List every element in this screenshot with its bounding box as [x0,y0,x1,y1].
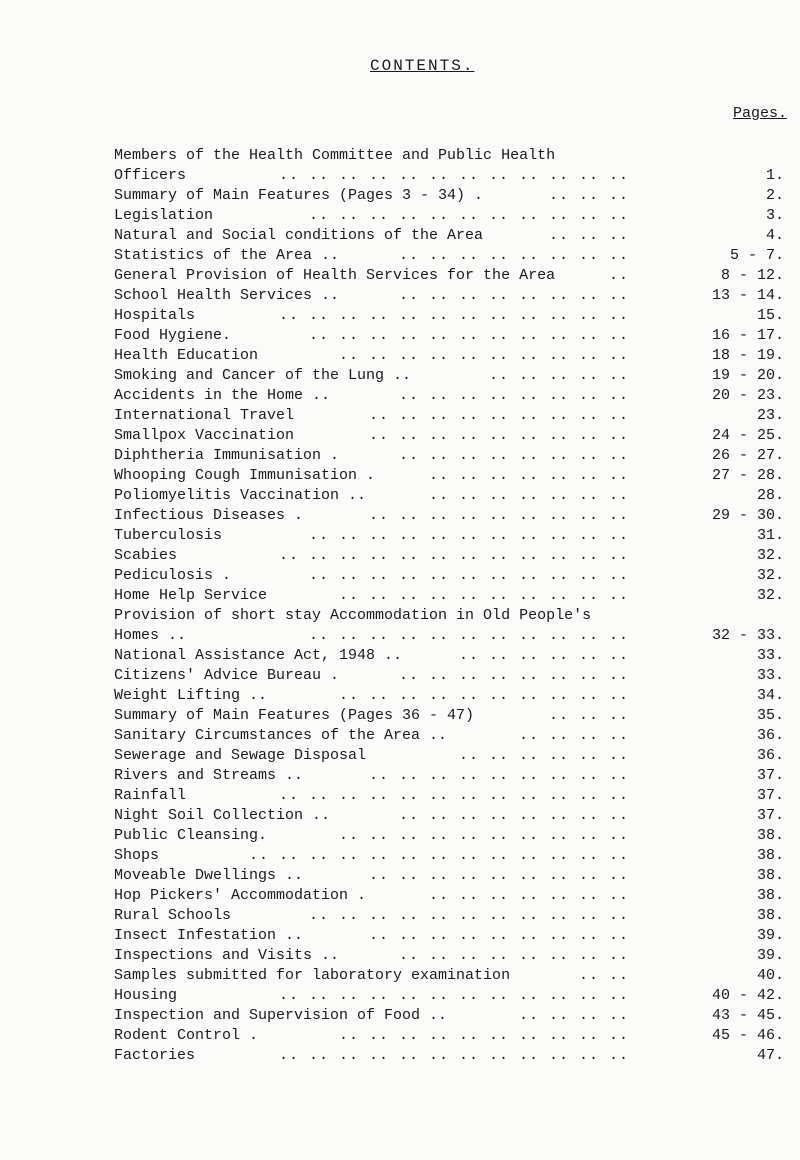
toc-entry [114,666,784,686]
toc-entry-leader: .. .. .. .. .. .. .. .. [398,447,629,464]
toc-entry [114,1026,784,1046]
toc-entry-leader: .. .. .. .. .. .. .. .. .. [368,767,629,784]
toc-entry-label: Officers [114,167,187,184]
toc-entry [114,226,784,246]
toc-entry [114,606,784,626]
toc-entry-label: Public Cleansing. [114,827,268,844]
toc-entry-label: Sanitary Circumstances of the Area .. [114,727,448,744]
pages-column-header: Pages. [733,105,788,122]
toc-entry-leader: .. .. .. .. .. .. .. .. .. .. .. .. [278,307,629,324]
toc-entry-leader: .. .. .. .. .. [488,367,629,384]
toc-entry-pages: 33. [756,667,784,684]
toc-entry-label: Homes .. [114,627,187,644]
toc-entry [114,466,784,486]
toc-entry-leader: .. .. .. .. .. .. .. .. [398,287,629,304]
toc-entry-label: Whooping Cough Immunisation . [114,467,376,484]
toc-entry-label: Diphtheria Immunisation . [114,447,340,464]
toc-entry-label: School Health Services .. [114,287,340,304]
toc-entry [114,646,784,666]
toc-entry-pages: 43 - 45. [711,1007,784,1024]
toc-entry-pages: 4. [765,227,784,244]
toc-entry-leader: .. .. .. .. .. .. .. [428,887,629,904]
toc-entry-pages: 31. [756,527,784,544]
toc-entry [114,206,784,226]
toc-entry-pages: 1. [765,167,784,184]
toc-entry-leader: .. .. .. .. .. .. .. .. .. .. .. [308,207,629,224]
toc-entry-pages: 34. [756,687,784,704]
toc-entry-leader: .. .. .. .. .. .. .. .. .. .. .. .. .. [248,847,629,864]
toc-entry-pages: 13 - 14. [711,287,784,304]
toc-entry-pages: 29 - 30. [711,507,784,524]
toc-entry-label: Housing [114,987,178,1004]
toc-entry-label: Rainfall [114,787,187,804]
toc-entry-leader: .. .. .. .. .. .. .. .. .. [368,407,629,424]
toc-entry-leader: .. .. .. [548,227,629,244]
toc-entry-leader: .. .. .. .. [518,1007,629,1024]
toc-entry [114,806,784,826]
toc-entry-label: Night Soil Collection .. [114,807,331,824]
toc-entry [114,246,784,266]
toc-entry-pages: 38. [756,887,784,904]
toc-entry-pages: 32. [756,547,784,564]
toc-entry-leader: .. .. .. .. .. .. .. .. .. .. .. .. [278,547,629,564]
toc-entry [114,566,784,586]
toc-entry-label: Poliomyelitis Vaccination .. [114,487,367,504]
toc-entry-label: Rodent Control . [114,1027,259,1044]
toc-entry-pages: 16 - 17. [711,327,784,344]
toc-entry-pages: 27 - 28. [711,467,784,484]
toc-entry [114,526,784,546]
toc-entry [114,186,784,206]
toc-entry-pages: 38. [756,867,784,884]
toc-entry-pages: 40. [756,967,784,984]
toc-entry [114,746,784,766]
toc-entry-pages: 18 - 19. [711,347,784,364]
toc-entry-pages: 38. [756,847,784,864]
toc-entry-leader: .. .. .. .. .. .. .. [428,487,629,504]
toc-entry-pages: 37. [756,807,784,824]
toc-entry [114,726,784,746]
toc-entry-pages: 36. [756,727,784,744]
toc-entry-pages: 19 - 20. [711,367,784,384]
toc-entry-label: Accidents in the Home .. [114,387,331,404]
toc-entry-leader: .. .. .. .. .. .. .. .. .. .. .. .. [278,787,629,804]
toc-entry-leader: .. .. .. .. .. .. .. .. .. .. .. .. [278,1047,629,1064]
toc-entry-leader: .. .. .. .. .. .. .. .. .. .. [338,347,629,364]
toc-entry [114,426,784,446]
toc-entry-pages: 2. [765,187,784,204]
toc-entry [114,446,784,466]
toc-entry-leader: .. .. .. .. .. .. .. .. .. .. [338,587,629,604]
toc-entry-leader: .. .. .. .. .. .. [458,647,629,664]
toc-entry-label: Sewerage and Sewage Disposal [114,747,367,764]
toc-entry [114,546,784,566]
toc-entry [114,346,784,366]
toc-entry-leader: .. .. .. .. .. .. .. .. .. .. [338,687,629,704]
toc-entry-label: Tuberculosis [114,527,223,544]
toc-entry-leader: .. .. .. .. .. .. .. .. .. .. [338,1027,629,1044]
toc-entry-leader: .. .. .. [548,187,629,204]
toc-entry [114,906,784,926]
toc-entry-leader: .. .. .. [548,707,629,724]
toc-entry-label: Pediculosis . [114,567,232,584]
toc-entry-label: Infectious Diseases . [114,507,304,524]
toc-entry-leader: .. .. .. .. .. .. .. .. .. .. [338,827,629,844]
toc-entry [114,686,784,706]
toc-entry-label: Hospitals [114,307,196,324]
toc-entry-leader: .. .. .. .. .. .. .. .. .. [368,507,629,524]
toc-entry-pages: 32 - 33. [711,627,784,644]
toc-entry [114,506,784,526]
toc-entry-label: Inspection and Supervision of Food .. [114,1007,448,1024]
toc-entry-leader: .. [608,267,629,284]
toc-entry-leader: .. .. .. .. .. .. .. .. .. .. .. [308,907,629,924]
toc-entry-label: Summary of Main Features (Pages 3 - 34) . [114,187,484,204]
toc-entry [114,866,784,886]
toc-entry-label: Members of the Health Committee and Public Health [114,147,556,164]
toc-entry-leader: .. .. .. .. .. .. .. .. [398,247,629,264]
toc-entry-pages: 23. [756,407,784,424]
toc-entry-label: Food Hygiene. [114,327,232,344]
toc-entry-leader: .. .. .. .. .. .. .. .. .. [368,427,629,444]
toc-entry-label: International Travel [114,407,295,424]
toc-entry [114,266,784,286]
toc-entry-leader: .. .. .. .. .. .. .. [428,467,629,484]
toc-entry-label: Health Education [114,347,259,364]
toc-entry-pages: 28. [756,487,784,504]
toc-entry-pages: 40 - 42. [711,987,784,1004]
toc-entry-label: Statistics of the Area .. [114,247,340,264]
toc-entry-label: Smoking and Cancer of the Lung .. [114,367,412,384]
toc-entry-label: Rivers and Streams .. [114,767,304,784]
toc-entry-label: Inspections and Visits .. [114,947,340,964]
toc-entry-pages: 38. [756,827,784,844]
toc-entry-leader: .. .. .. .. .. .. .. .. [398,667,629,684]
toc-entry [114,706,784,726]
page-title: CONTENTS. [370,57,475,75]
toc-entry-label: Factories [114,1047,196,1064]
toc-entry-label: Samples submitted for laboratory examination [114,967,511,984]
toc-entry-pages: 35. [756,707,784,724]
toc-entry-pages: 47. [756,1047,784,1064]
toc-entry-label: Moveable Dwellings .. [114,867,304,884]
toc-entry-label: Hop Pickers' Accommodation . [114,887,367,904]
toc-entry-pages: 38. [756,907,784,924]
toc-entry [114,406,784,426]
toc-entry [114,886,784,906]
toc-entry [114,146,784,166]
toc-entry [114,926,784,946]
toc-entry-label: Insect Infestation .. [114,927,304,944]
toc-entry-pages: 15. [756,307,784,324]
toc-entry [114,986,784,1006]
toc-entry-leader: .. .. .. .. .. .. .. .. .. .. .. [308,527,629,544]
toc-entry [114,846,784,866]
toc-entry-pages: 5 - 7. [729,247,784,264]
toc-entry-leader: .. .. .. .. .. .. .. .. [398,947,629,964]
toc-entry [114,766,784,786]
toc-entry-label: Citizens' Advice Bureau . [114,667,340,684]
toc-entry [114,786,784,806]
toc-entry-pages: 32. [756,567,784,584]
toc-entry-leader: .. .. .. .. .. .. .. .. .. [368,867,629,884]
toc-entry-leader: .. .. .. .. .. .. .. .. .. [368,927,629,944]
toc-entry-pages: 32. [756,587,784,604]
toc-entry [114,946,784,966]
toc-entry-label: Weight Lifting .. [114,687,268,704]
toc-entry-pages: 20 - 23. [711,387,784,404]
toc-entry-label: Shops [114,847,160,864]
toc-entry-label: Rural Schools [114,907,232,924]
toc-entry-leader: .. .. .. .. .. .. .. .. .. .. .. [308,627,629,644]
toc-entry-pages: 26 - 27. [711,447,784,464]
toc-entry-pages: 39. [756,947,784,964]
table-of-contents [114,146,784,1066]
toc-entry [114,586,784,606]
toc-entry-pages: 33. [756,647,784,664]
toc-entry-pages: 45 - 46. [711,1027,784,1044]
toc-entry [114,1046,784,1066]
toc-entry-pages: 3. [765,207,784,224]
toc-entry-leader: .. .. [578,967,629,984]
toc-entry [114,826,784,846]
toc-entry [114,166,784,186]
toc-entry [114,286,784,306]
toc-entry [114,386,784,406]
toc-entry-leader: .. .. .. .. .. .. .. .. [398,807,629,824]
toc-entry-leader: .. .. .. .. .. .. .. .. .. .. .. [308,327,629,344]
toc-entry-label: Provision of short stay Accommodation in Old People's [114,607,592,624]
toc-entry-leader: .. .. .. .. [518,727,629,744]
toc-entry-pages: 37. [756,787,784,804]
toc-entry-pages: 39. [756,927,784,944]
toc-entry-leader: .. .. .. .. .. .. .. .. [398,387,629,404]
toc-entry-label: Home Help Service [114,587,268,604]
toc-entry-leader: .. .. .. .. .. .. .. .. .. .. .. .. [278,167,629,184]
toc-entry [114,486,784,506]
toc-entry-label: Scabies [114,547,178,564]
toc-entry [114,626,784,646]
toc-entry-label: Legislation [114,207,214,224]
toc-entry [114,366,784,386]
toc-entry-leader: .. .. .. .. .. .. [458,747,629,764]
toc-entry-pages: 8 - 12. [720,267,784,284]
toc-entry-label: Smallpox Vaccination [114,427,295,444]
toc-entry-label: General Provision of Health Services for the Area [114,267,556,284]
toc-entry [114,1006,784,1026]
toc-entry-label: National Assistance Act, 1948 .. [114,647,403,664]
toc-entry-pages: 36. [756,747,784,764]
toc-entry-label: Natural and Social conditions of the Area [114,227,484,244]
toc-entry-pages: 24 - 25. [711,427,784,444]
toc-entry-pages: 37. [756,767,784,784]
toc-entry-leader: .. .. .. .. .. .. .. .. .. .. .. [308,567,629,584]
toc-entry [114,966,784,986]
toc-entry-label: Summary of Main Features (Pages 36 - 47) [114,707,475,724]
toc-entry [114,306,784,326]
toc-entry [114,326,784,346]
toc-entry-leader: .. .. .. .. .. .. .. .. .. .. .. .. [278,987,629,1004]
